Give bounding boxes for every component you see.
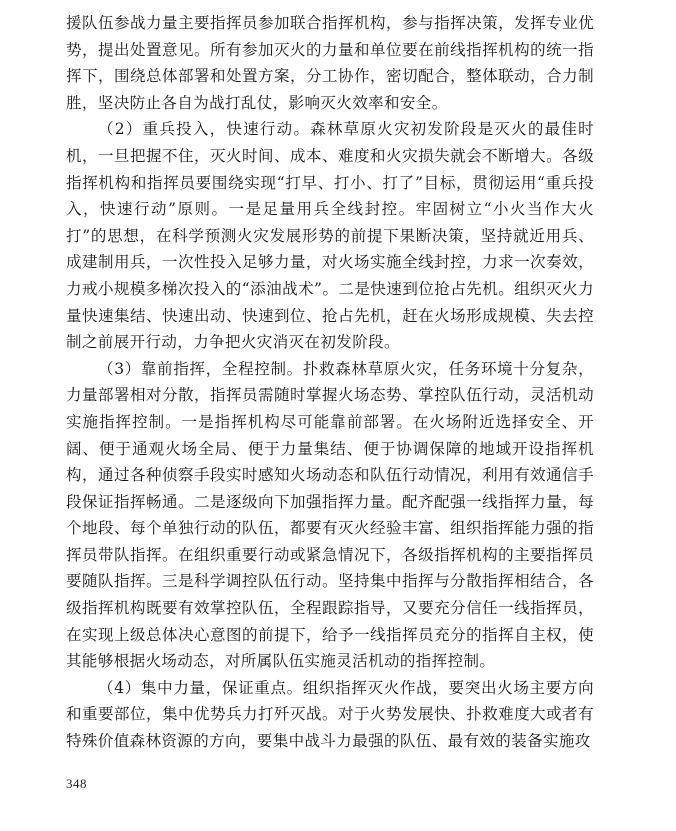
paragraph-concentrate-forces: （4）集中力量，保证重点。组织指挥灭火作战，要突出火场主要方向和重要部位，集中优势兵力打歼灭战。对于火势发展快、扑救难度大或者有特殊价值森林资源的方向，要集中战斗力最强的队伍、最有效的装备实施攻 — [66, 678, 594, 751]
paragraph-continuation: 援队伍参战力量主要指挥员参加联合指挥机构，参与指挥决策，发挥专业优势，提出处置意见。所有参加灭火的力量和单位要在前线指挥机构的统一指挥下，围绕总体部署和处置方案，分工协作，密切配合，整体联动，合力制胜，坚决防止各自为战打乱仗，影响灭火效率和安全。 — [66, 14, 594, 112]
paragraph-heavy-force-rapid-action: （2）重兵投入，快速行动。森林草原火灾初发阶段是灭火的最佳时机，一旦把握不住，灭火时间、成本、难度和火灾损失就会不断增大。各级指挥机构和指挥员要围绕实现“打早、打小、打了”目标，贯彻运用“重兵投入，快速行动”原则。一是足量用兵全线封控。牢固树立“小火当作大火打”的思想，在科学预测火灾发展形势的前提下果断决策，坚持就近用兵、成建制用兵，一次性投入足够力量，对火场实施全线封控，力求一次奏效，力戒小规模多梯次投入的“添油战术”。二是快速到位抢占先机。组织灭火力量快速集结、快速出动、快速到位、抢占先机，赶在火场形成规模、失去控制之前展开行动，力争把火灾消灭在初发阶段。 — [66, 120, 594, 352]
page-number: 348 — [66, 776, 87, 791]
body-text — [66, 10, 594, 755]
paragraph-forward-command: （3）靠前指挥，全程控制。扑救森林草原火灾，任务环境十分复杂，力量部署相对分散，指挥员需随时掌握火场态势、掌控队伍行动，灵活机动实施指挥控制。一是指挥机构尽可能靠前部署。在火场附近选择安全、开阔、便于通观火场全局、便于力量集结、便于协调保障的地域开设指挥机构，通过各种侦察手段实时感知火场动态和队伍行动情况，利用有效通信手段保证指挥畅通。二是逐级向下加强指挥力量。配齐配强一线指挥力量，每个地段、每个单独行动的队伍，都要有灭火经验丰富、组织指挥能力强的指挥员带队指挥。在组织重要行动或紧急情况下，各级指挥机构的主要指挥员要随队指挥。三是科学调控队伍行动。坚持集中指挥与分散指挥相结合，各级指挥机构既要有效掌控队伍，全程跟踪指导，又要充分信任一线指挥员，在实现上级总体决心意图的前提下，给予一线指挥员充分的指挥自主权，使其能够根据火场动态，对所属队伍实施灵活机动的指挥控制。 — [66, 359, 594, 671]
